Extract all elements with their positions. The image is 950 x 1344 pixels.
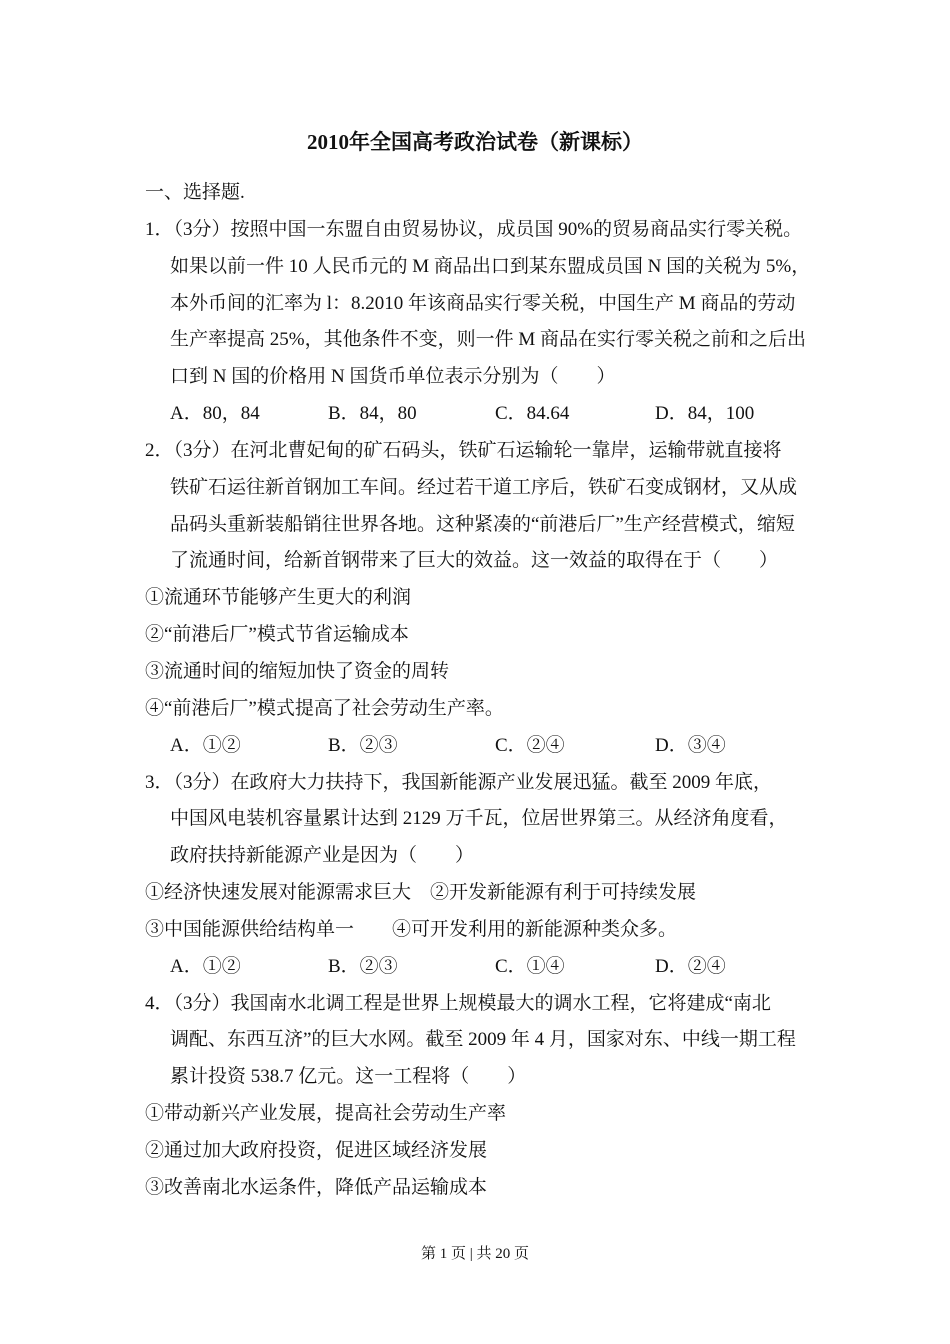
answer-option-b: B．84，80 [328, 403, 417, 425]
answer-option-b: B．②③ [328, 734, 398, 756]
question-stem-line: 铁矿石运往新首钢加工车间。经过若干道工序后，铁矿石变成钢材，又从成 [170, 476, 798, 498]
statement-item: ③改善南北水运条件，降低产品运输成本 [145, 1176, 488, 1198]
answer-option-c: C．①④ [495, 955, 565, 977]
question-stem: 1．（3分）按照中国一东盟自由贸易协议，成员国 90%的贸易商品实行零关税。 [145, 218, 803, 240]
question-1 [145, 212, 825, 433]
question-stem: 4．（3分）我国南水北调工程是世界上规模最大的调水工程，它将建成“南北 [145, 992, 771, 1014]
answer-option-a: A．80，84 [170, 403, 260, 425]
answer-options [145, 728, 825, 765]
answer-option-c: C．84.64 [495, 403, 570, 425]
statement-item: ①经济快速发展对能源需求巨大 ②开发新能源有利于可持续发展 [145, 882, 697, 904]
statement-item: ③中国能源供给结构单一 ④可开发利用的新能源种类众多。 [145, 918, 678, 940]
page-footer: 第 1 页 | 共 20 页 [420, 1246, 529, 1262]
answer-option-d: D．②④ [655, 955, 726, 977]
question-4 [145, 986, 825, 1207]
question-stem-line: 品码头重新装船销往世界各地。这种紧凑的“前港后厂”生产经营模式，缩短 [170, 513, 795, 535]
question-stem-line: 本外币间的汇率为 l：8.2010 年该商品实行零关税，中国生产 M 商品的劳动 [170, 292, 796, 314]
question-stem-line: 了流通时间，给新首钢带来了巨大的效益。这一效益的取得在于（ ） [170, 550, 779, 572]
statement-item: ②通过加大政府投资，促进区域经济发展 [145, 1139, 488, 1161]
answer-option-c: C．②④ [495, 734, 565, 756]
question-stem-line: 生产率提高 25%，其他条件不变，则一件 M 商品在实行零关税之前和之后出 [170, 329, 806, 351]
question-stem-line: 累计投资 538.7 亿元。这一工程将（ ） [170, 1066, 527, 1088]
question-stem-line: 政府扶持新能源产业是因为（ ） [170, 845, 475, 867]
answer-options [145, 949, 825, 986]
document-title: 2010年全国高考政治试卷（新课标） [307, 130, 643, 154]
statement-item: ③流通时间的缩短加快了资金的周转 [145, 660, 450, 682]
question-stem: 3．（3分）在政府大力扶持下，我国新能源产业发展迅猛。截至 2009 年底， [145, 771, 773, 793]
statement-item: ②“前港后厂”模式节省运输成本 [145, 624, 409, 646]
document-body [145, 175, 825, 1207]
question-stem-line: 口到 N 国的价格用 N 国货币单位表示分别为（ ） [170, 366, 616, 388]
answer-option-a: A．①② [170, 955, 241, 977]
statement-item: ①流通环节能够产生更大的利润 [145, 587, 412, 609]
question-stem-line: 调配、东西互济”的巨大水网。截至 2009 年 4 月，国家对东、中线一期工程 [170, 1029, 796, 1051]
question-stem-line: 中国风电装机容量累计达到 2129 万千瓦，位居世界第三。从经济角度看， [170, 808, 788, 830]
statement-item: ①带动新兴产业发展，提高社会劳动生产率 [145, 1103, 507, 1125]
statement-item: ④“前港后厂”模式提高了社会劳动生产率。 [145, 697, 504, 719]
question-3 [145, 765, 825, 986]
question-stem-line: 如果以前一件 10 人民币元的 M 商品出口到某东盟成员国 N 国的关税为 5%， [170, 255, 811, 277]
answer-option-d: D．84，100 [655, 403, 755, 425]
answer-option-b: B．②③ [328, 955, 398, 977]
section-heading: 一、选择题. [145, 182, 245, 203]
answer-option-d: D．③④ [655, 734, 726, 756]
answer-options [145, 396, 825, 433]
question-stem: 2．（3分）在河北曹妃甸的矿石码头，铁矿石运输轮一靠岸，运输带就直接将 [145, 439, 782, 461]
question-2 [145, 433, 825, 765]
answer-option-a: A．①② [170, 734, 241, 756]
